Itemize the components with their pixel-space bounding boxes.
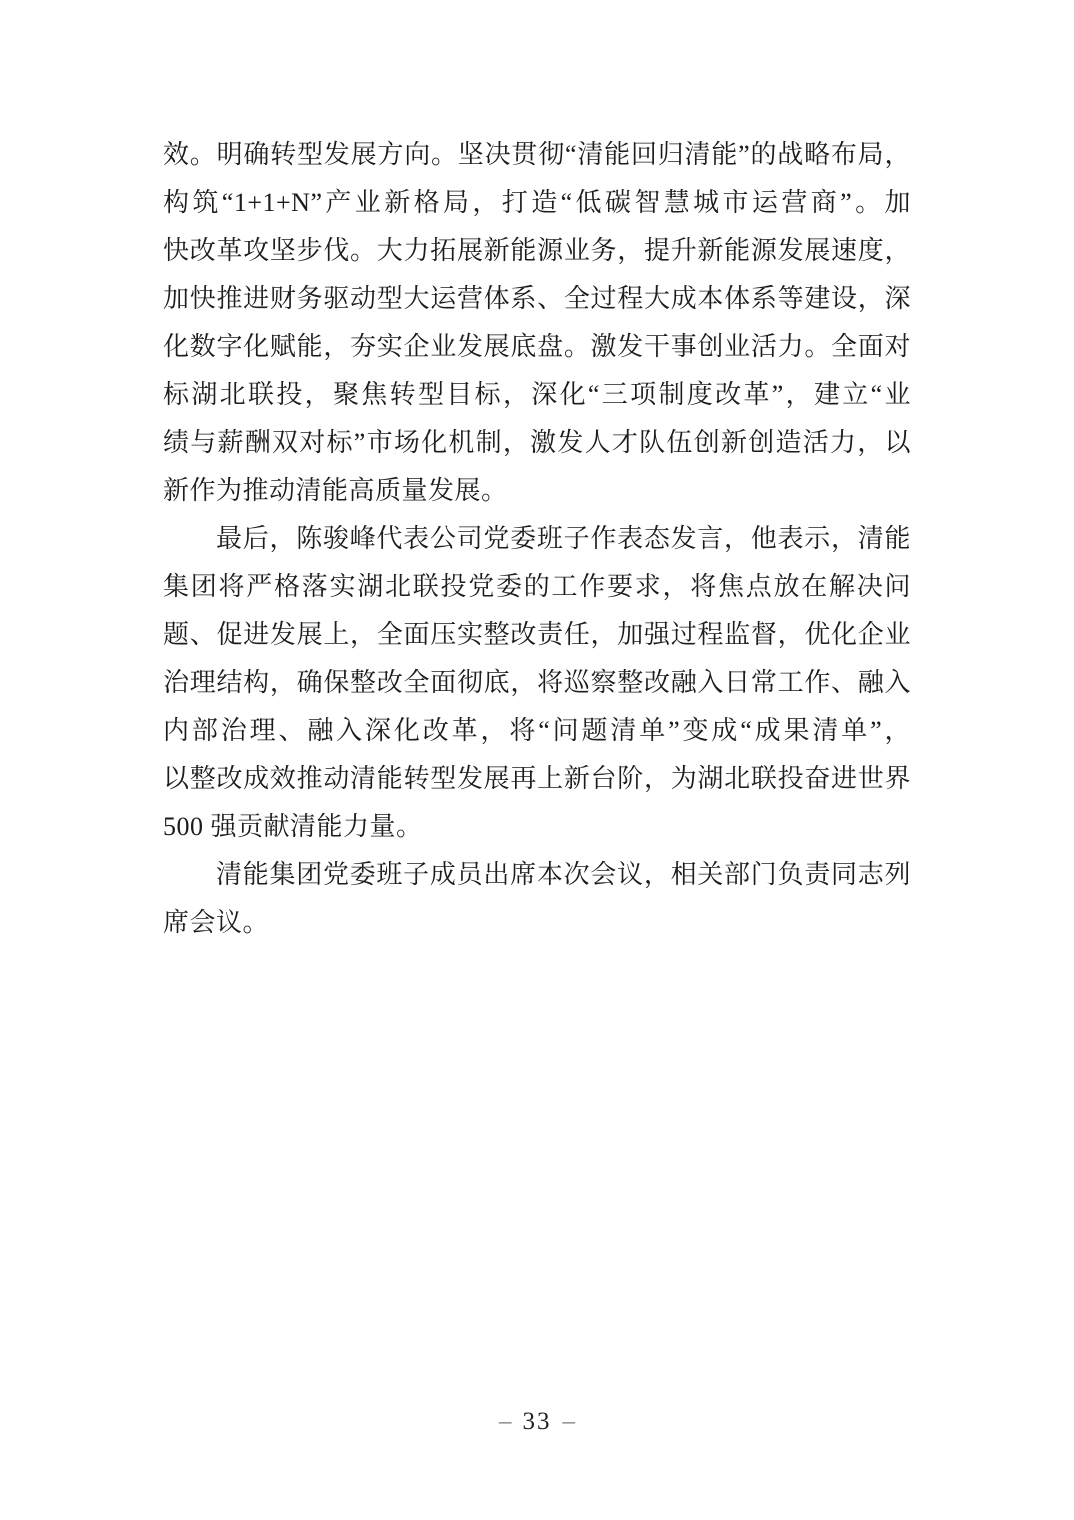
page-footer — [0, 1404, 1074, 1440]
text-line: 化数字化赋能，夯实企业发展底盘。激发干事创业活力。全面对 — [163, 332, 911, 361]
paragraph — [163, 131, 911, 515]
text-line: 500 强贡献清能力量。 — [163, 812, 423, 841]
text-line: 最后，陈骏峰代表公司党委班子作表态发言，他表示，清能 — [216, 524, 911, 553]
document-body — [163, 131, 911, 947]
page-number-dash-right: – — [562, 1408, 575, 1435]
text-line: 标湖北联投，聚焦转型目标，深化“三项制度改革”，建立“业 — [163, 380, 911, 409]
text-line: 快改革攻坚步伐。大力拓展新能源业务，提升新能源发展速度， — [163, 236, 911, 265]
paragraph — [163, 851, 911, 947]
text-line: 加快推进财务驱动型大运营体系、全过程大成本体系等建设，深 — [163, 284, 911, 313]
text-line: 清能集团党委班子成员出席本次会议，相关部门负责同志列 — [216, 860, 911, 889]
text-line: 构筑“1+1+N”产业新格局，打造“低碳智慧城市运营商”。加 — [163, 188, 911, 217]
page-number: 33 — [522, 1408, 552, 1435]
text-line: 新作为推动清能高质量发展。 — [163, 476, 508, 505]
text-line: 效。明确转型发展方向。坚决贯彻“清能回归清能”的战略布局， — [163, 140, 911, 169]
text-line: 绩与薪酬双对标”市场化机制，激发人才队伍创新创造活力，以 — [163, 428, 911, 457]
text-line: 席会议。 — [163, 908, 270, 937]
paragraph — [163, 515, 911, 851]
text-line: 内部治理、融入深化改革，将“问题清单”变成“成果清单”， — [163, 716, 911, 745]
text-line: 以整改成效推动清能转型发展再上新台阶，为湖北联投奋进世界 — [163, 764, 911, 793]
text-line: 题、促进发展上，全面压实整改责任，加强过程监督，优化企业 — [163, 620, 911, 649]
text-line: 集团将严格落实湖北联投党委的工作要求，将焦点放在解决问 — [163, 572, 911, 601]
text-line: 治理结构，确保整改全面彻底，将巡察整改融入日常工作、融入 — [163, 668, 911, 697]
page-number-dash-left: – — [499, 1408, 512, 1435]
